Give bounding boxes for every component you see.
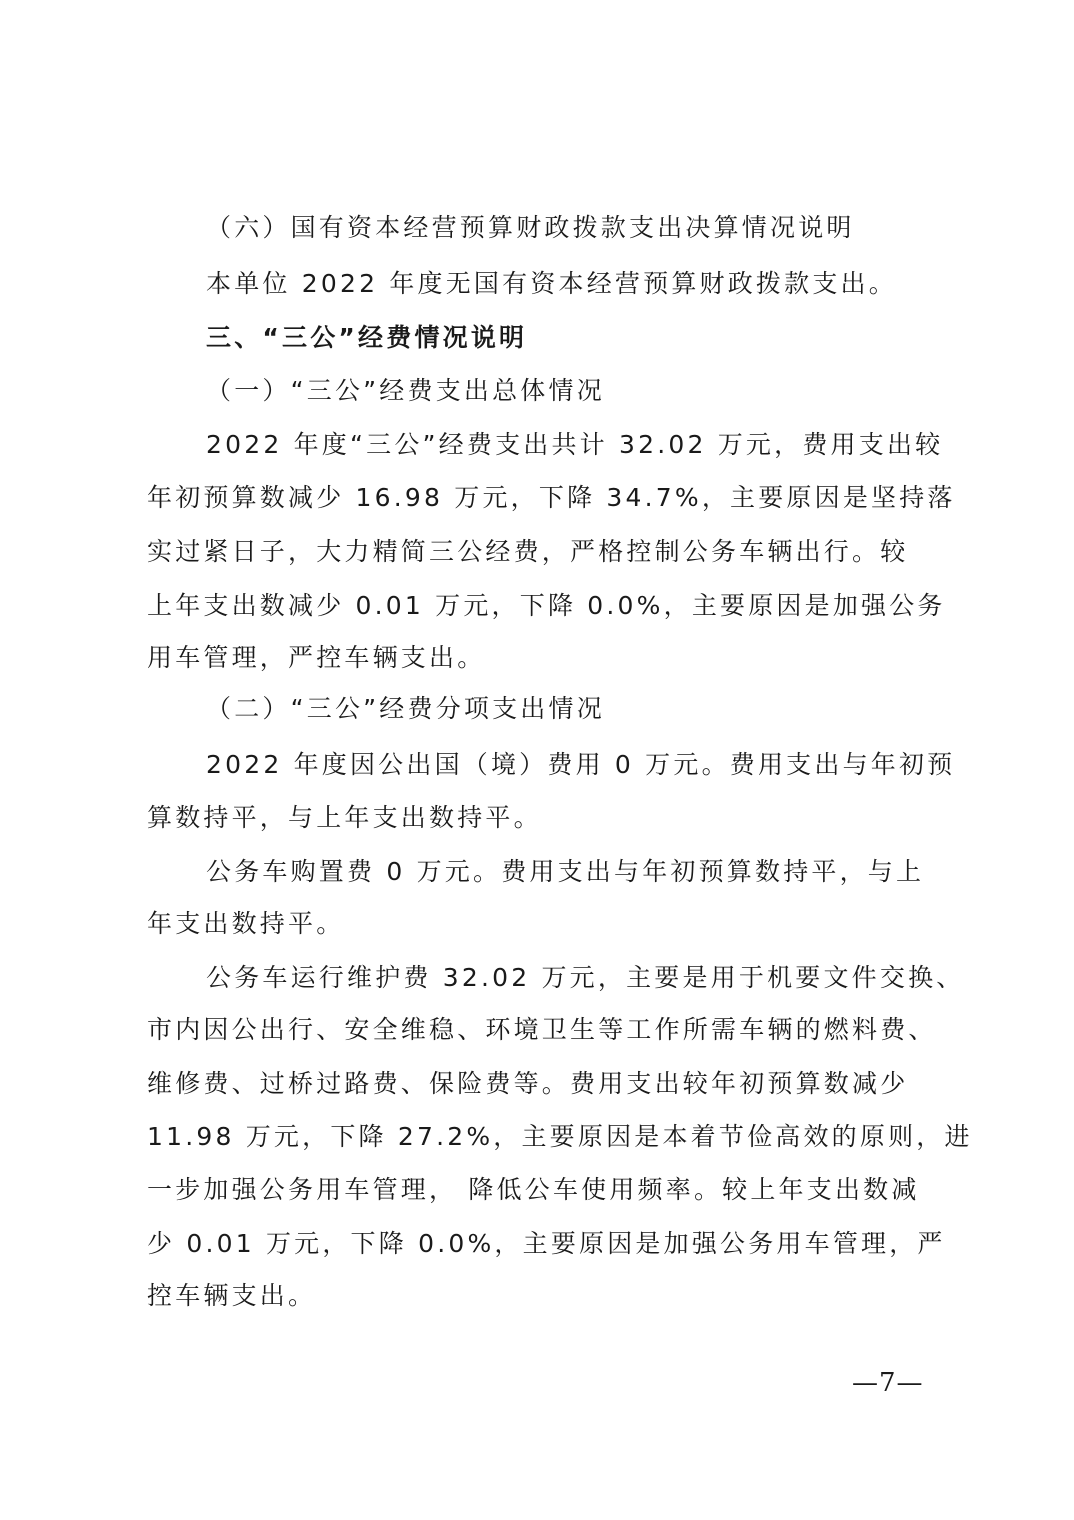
page-number: —7—	[852, 1368, 924, 1398]
paragraph-line: 年初预算数减少 16.98 万元，下降 34.7%，主要原因是坚持落	[147, 483, 956, 512]
paragraph-line: 市内因公出行、安全维稳、环境卫生等工作所需车辆的燃料费、	[147, 1015, 937, 1044]
paragraph-line: 上年支出数减少 0.01 万元，下降 0.0%，主要原因是加强公务	[147, 591, 946, 620]
paragraph-line: 一步加强公务用车管理， 降低公车使用频率。较上年支出数减	[147, 1175, 920, 1204]
paragraph-line: 2022 年度“三公”经费支出共计 32.02 万元，费用支出较	[206, 430, 944, 459]
paragraph-line: 少 0.01 万元，下降 0.0%，主要原因是加强公务用车管理，严	[147, 1229, 946, 1258]
chapter-heading-3: 三、“三公”经费情况说明	[206, 323, 528, 352]
paragraph-line: 实过紧日子，大力精简三公经费，严格控制公务车辆出行。较	[147, 537, 909, 566]
section-heading-6: （六）国有资本经营预算财政拨款支出决算情况说明	[206, 213, 855, 242]
paragraph-line: 公务车运行维护费 32.02 万元，主要是用于机要文件交换、	[206, 963, 965, 992]
section-heading-2: （二）“三公”经费分项支出情况	[206, 694, 605, 723]
paragraph-line: 控车辆支出。	[147, 1281, 317, 1310]
paragraph-line: 2022 年度因公出国（境）费用 0 万元。费用支出与年初预	[206, 750, 956, 779]
paragraph-line: 年支出数持平。	[147, 909, 345, 938]
paragraph-line: 本单位 2022 年度无国有资本经营预算财政拨款支出。	[206, 269, 897, 298]
paragraph-line: 用车管理，严控车辆支出。	[147, 643, 486, 672]
paragraph-line: 算数持平，与上年支出数持平。	[147, 803, 542, 832]
paragraph-line: 维修费、过桥过路费、保险费等。费用支出较年初预算数减少	[147, 1069, 909, 1098]
section-heading-1: （一）“三公”经费支出总体情况	[206, 376, 605, 405]
paragraph-line: 公务车购置费 0 万元。费用支出与年初预算数持平，与上	[206, 857, 925, 886]
paragraph-line: 11.98 万元，下降 27.2%，主要原因是本着节俭高效的原则，进	[147, 1122, 973, 1151]
